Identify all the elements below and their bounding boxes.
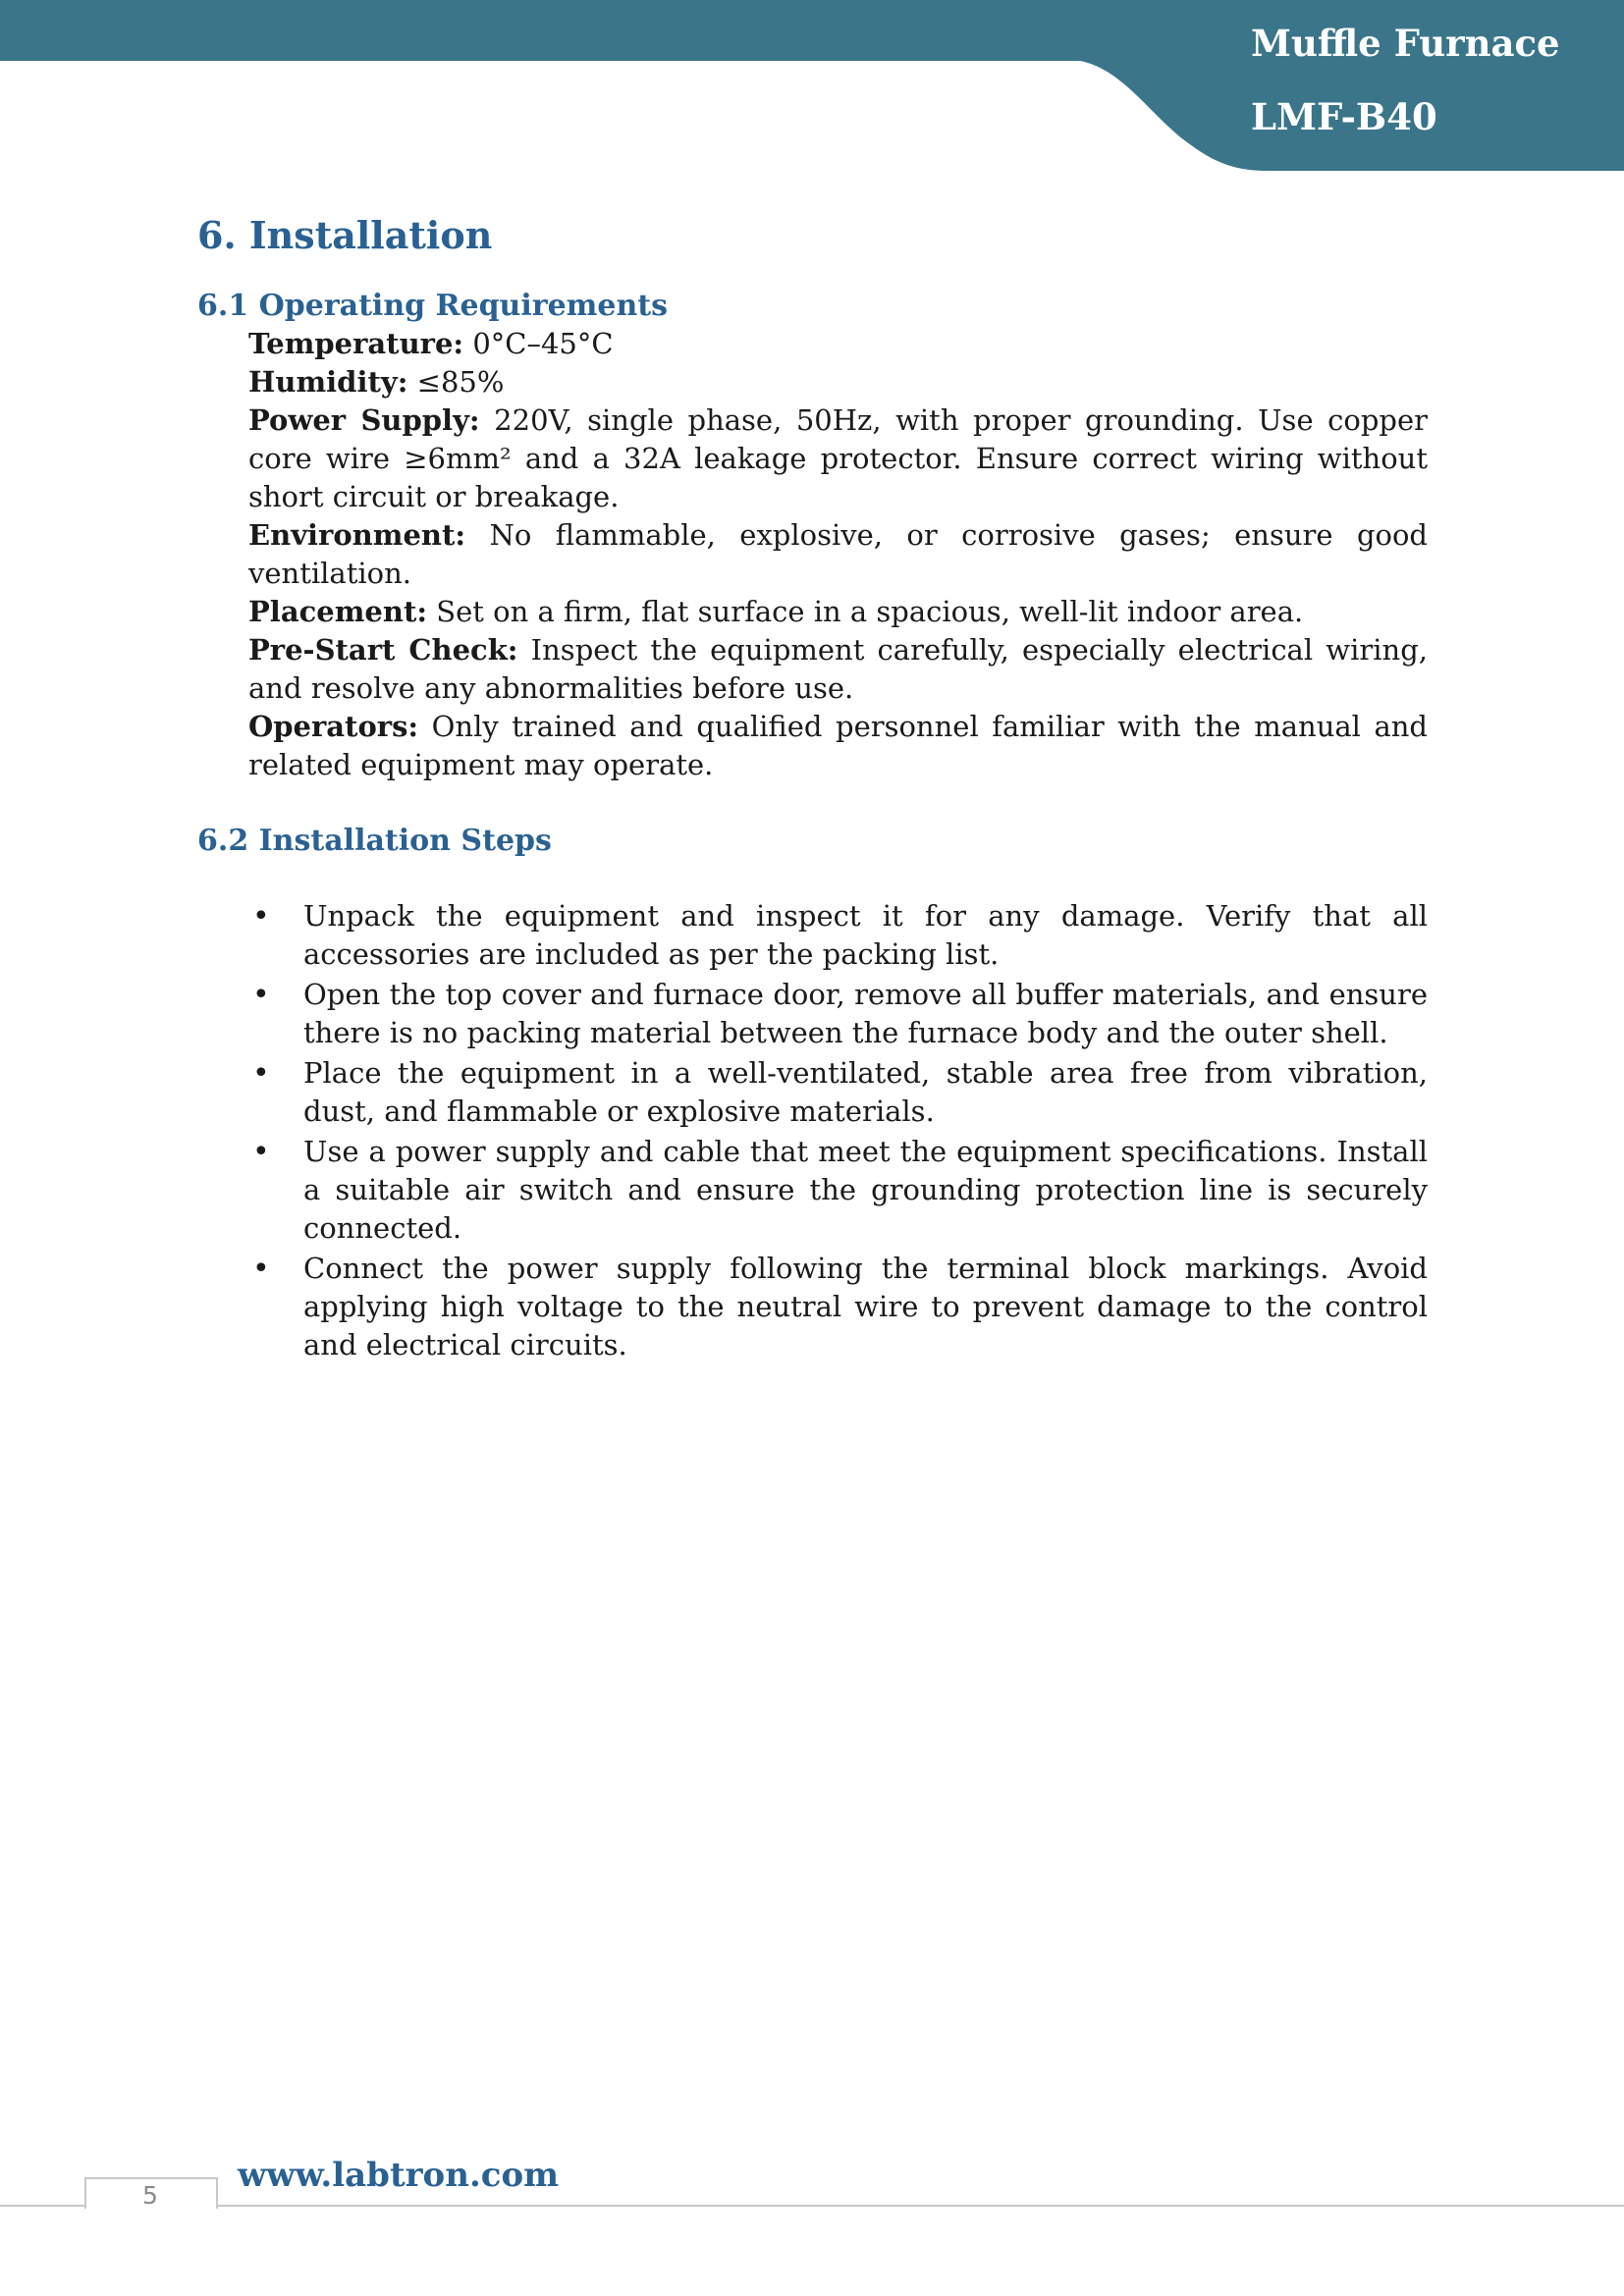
installation-steps-list bbox=[197, 897, 1428, 1364]
bullet-icon: • bbox=[252, 1056, 270, 1091]
requirement-label: Placement: bbox=[248, 595, 428, 628]
header-product-title: Muffle Furnace bbox=[1251, 22, 1560, 65]
requirement-label: Pre-Start Check: bbox=[248, 633, 518, 667]
list-item bbox=[197, 976, 1428, 1052]
requirement-text: 220V, single phase, 50Hz, with proper grounding. Use copper core wire ≥6mm² and a 32A leakage protector. Ensure correct wiring without short circuit or breakage. bbox=[248, 403, 1428, 513]
list-item bbox=[197, 897, 1428, 974]
step-text: Place the equipment in a well-ventilated, stable area free from vibration, dust, and flammable or explosive materials. bbox=[303, 1056, 1428, 1128]
header-model-number: LMF-B40 bbox=[1251, 95, 1437, 138]
step-text: Use a power supply and cable that meet the equipment specifications. Install a suitable air switch and ensure the grounding protection line is securely connected. bbox=[303, 1135, 1428, 1245]
requirement-text: ≤85% bbox=[407, 365, 505, 399]
page-number: 5 bbox=[142, 2181, 158, 2210]
requirement-temperature bbox=[248, 325, 1428, 363]
step-text: Connect the power supply following the terminal block markings. Avoid applying high voltage to the neutral wire to prevent damage to the control and electrical circuits. bbox=[303, 1252, 1428, 1362]
requirement-label: Environment: bbox=[248, 518, 466, 552]
list-item bbox=[197, 1054, 1428, 1131]
list-item bbox=[197, 1250, 1428, 1364]
footer-divider bbox=[0, 2205, 1624, 2207]
requirement-text: Only trained and qualified personnel familiar with the manual and related equipment may operate. bbox=[248, 710, 1428, 781]
requirement-environment bbox=[248, 516, 1428, 593]
requirement-humidity bbox=[248, 363, 1428, 401]
bullet-icon: • bbox=[252, 1252, 270, 1286]
requirement-power-supply bbox=[248, 401, 1428, 516]
requirement-text: No flammable, explosive, or corrosive gases; ensure good ventilation. bbox=[248, 518, 1428, 590]
requirement-label: Operators: bbox=[248, 710, 419, 743]
footer-website-link[interactable]: www.labtron.com bbox=[238, 2156, 560, 2195]
requirement-text: Inspect the equipment carefully, especially electrical wiring, and resolve any abnormalities before use. bbox=[248, 633, 1428, 705]
requirement-label: Temperature: bbox=[248, 327, 464, 360]
requirement-placement bbox=[248, 593, 1428, 631]
step-text: Open the top cover and furnace door, remove all buffer materials, and ensure there is no packing material between the furnace body and the outer shell. bbox=[303, 978, 1428, 1049]
page-content bbox=[197, 212, 1428, 1366]
bullet-icon: • bbox=[252, 1135, 270, 1169]
requirements-list bbox=[248, 325, 1428, 784]
requirement-label: Humidity: bbox=[248, 365, 408, 399]
requirement-operators bbox=[248, 708, 1428, 784]
step-text: Unpack the equipment and inspect it for any damage. Verify that all accessories are included as per the packing list. bbox=[303, 899, 1428, 971]
subsection-title-operating: 6.1 Operating Requirements bbox=[197, 289, 669, 323]
bullet-icon: • bbox=[252, 899, 270, 934]
requirement-pre-start-check bbox=[248, 631, 1428, 708]
requirement-label: Power Supply: bbox=[248, 403, 480, 437]
section-title: 6. Installation bbox=[197, 213, 493, 257]
bullet-icon: • bbox=[252, 978, 270, 1012]
list-item bbox=[197, 1133, 1428, 1248]
requirement-text: Set on a firm, flat surface in a spacious, well-lit indoor area. bbox=[427, 595, 1304, 628]
subsection-title-installation: 6.2 Installation Steps bbox=[197, 824, 552, 858]
requirement-text: 0°C–45°C bbox=[463, 327, 614, 360]
